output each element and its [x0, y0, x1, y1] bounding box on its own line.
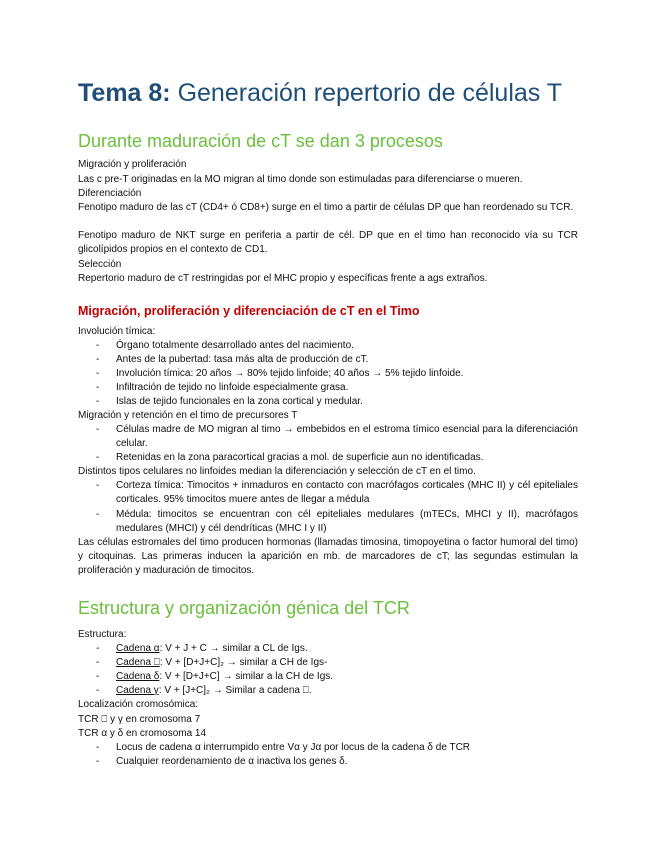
cadena-name: Cadena δ: [116, 671, 160, 682]
bullet-dash: -: [96, 742, 100, 753]
bullet-dash: -: [96, 685, 100, 696]
bullet-dash: -: [96, 509, 100, 520]
list-item-text: Retenidas en la zona paracortical gracias a mol. de superficie aun no identificadas.: [116, 452, 484, 463]
section-heading-procesos: Durante maduración de cT se dan 3 procesos: [78, 131, 443, 151]
cadena-text: : V + [D+J+C] → similar a la CH de Igs.: [159, 671, 334, 682]
list-item-text: Médula: timocitos se encuentran con cél epiteliales medulares (mTECs, MHCI y II), macrófagos medulares (MHCI) y cél dendríticas (MHC I y II): [116, 509, 578, 535]
list-item-text: Células madre de MO migran al timo → embebidos en el estroma tímico esencial para la diferenciación celular.: [116, 424, 578, 450]
paragraph: Fenotipo maduro de NKT surge en periferia a partir de cél. DP que en el timo han reconocido vía su TCR glicolípidos propios en el contexto de CD1.: [78, 230, 578, 256]
paragraph: Migración y proliferación: [78, 159, 187, 170]
paragraph: TCR ⎕ y γ en cromosoma 7: [78, 714, 201, 725]
list-item-text: Islas de tejido funcionales en la zona cortical y medular.: [116, 396, 363, 407]
paragraph: Repertorio maduro de cT restringidas por el MHC propio y específicas frente a ags extraños.: [78, 273, 488, 284]
paragraph: Selección: [78, 259, 122, 270]
bullet-dash: -: [96, 480, 100, 491]
list-item-text: Locus de cadena α interrumpido entre Vα y Jα por locus de la cadena δ de TCR: [116, 742, 471, 753]
section-heading-tcr: Estructura y organización génica del TCR: [78, 598, 410, 618]
title-rest: Generación repertorio de células T: [170, 79, 563, 107]
paragraph: Las c pre-T originadas en la MO migran al timo donde son estimuladas para diferenciarse o mueren.: [78, 174, 523, 185]
bullet-dash: -: [96, 354, 100, 365]
list-label: Migración y retención en el timo de precursores T: [78, 410, 298, 421]
bullet-dash: -: [96, 452, 100, 463]
bullet-dash: -: [96, 756, 100, 767]
paragraph: Fenotipo maduro de las cT (CD4+ ó CD8+) surge en el timo a partir de células DP que han reordenado su TCR.: [78, 202, 574, 213]
list-item-text: Cualquier reordenamiento de α inactiva los genes δ.: [116, 756, 348, 767]
paragraph: Diferenciación: [78, 188, 142, 199]
bullet-dash: -: [96, 424, 100, 435]
paragraph: Las células estromales del timo producen hormonas (llamadas timosina, timopoyetina o factor humoral del timo) y citoquinas. Las primeras inducen la aparición en mb. de marcadores de cT; las segundas estimulan la proliferación y maduración de timocitos.: [78, 537, 578, 577]
cadena-name: Cadena ⎕: [116, 657, 160, 668]
bullet-dash: -: [96, 657, 100, 668]
list-label: Localización cromosómica:: [78, 699, 199, 710]
cadena-text: : V + [D+J+C]₂ → similar a CH de Igs-: [159, 657, 328, 668]
bullet-dash: -: [96, 340, 100, 351]
bullet-dash: -: [96, 671, 100, 682]
list-label: Estructura:: [78, 629, 127, 640]
bullet-dash: -: [96, 382, 100, 393]
list-item-text: Involución tímica: 20 años → 80% tejido linfoide; 40 años → 5% tejido linfoide.: [116, 368, 464, 379]
list-item-text: Antes de la pubertad: tasa más alta de producción de cT.: [116, 354, 369, 365]
list-item-text: Corteza tímica: Timocitos + inmaduros en contacto con macrófagos corticales (MHC II) y cél epiteliales corticales. 95% timocitos muere antes de llegar a médula: [116, 480, 578, 506]
subsection-heading-timo: Migración, proliferación y diferenciación de cT en el Timo: [78, 304, 420, 318]
cadena-text: : V + [J+C]₂ → Similar a cadena ⎕.: [158, 685, 312, 696]
bullet-dash: -: [96, 368, 100, 379]
list-label: Involución tímica:: [78, 326, 156, 337]
cadena-text: : V + J + C → similar a CL de Igs.: [159, 643, 308, 654]
bullet-dash: -: [96, 643, 100, 654]
list-item-text: Infiltración de tejido no linfoide especialmente grasa.: [116, 382, 349, 393]
bullet-dash: -: [96, 396, 100, 407]
title-bold: Tema 8:: [78, 79, 171, 107]
list-label: Distintos tipos celulares no linfoides median la diferenciación y selección de cT en el timo.: [78, 466, 476, 477]
list-item-text: Órgano totalmente desarrollado antes del nacimiento.: [116, 340, 354, 351]
paragraph: TCR α y δ en cromosoma 14: [78, 728, 207, 739]
cadena-name: Cadena α: [116, 643, 160, 654]
cadena-name: Cadena γ: [116, 685, 159, 696]
page-title: [78, 78, 562, 108]
